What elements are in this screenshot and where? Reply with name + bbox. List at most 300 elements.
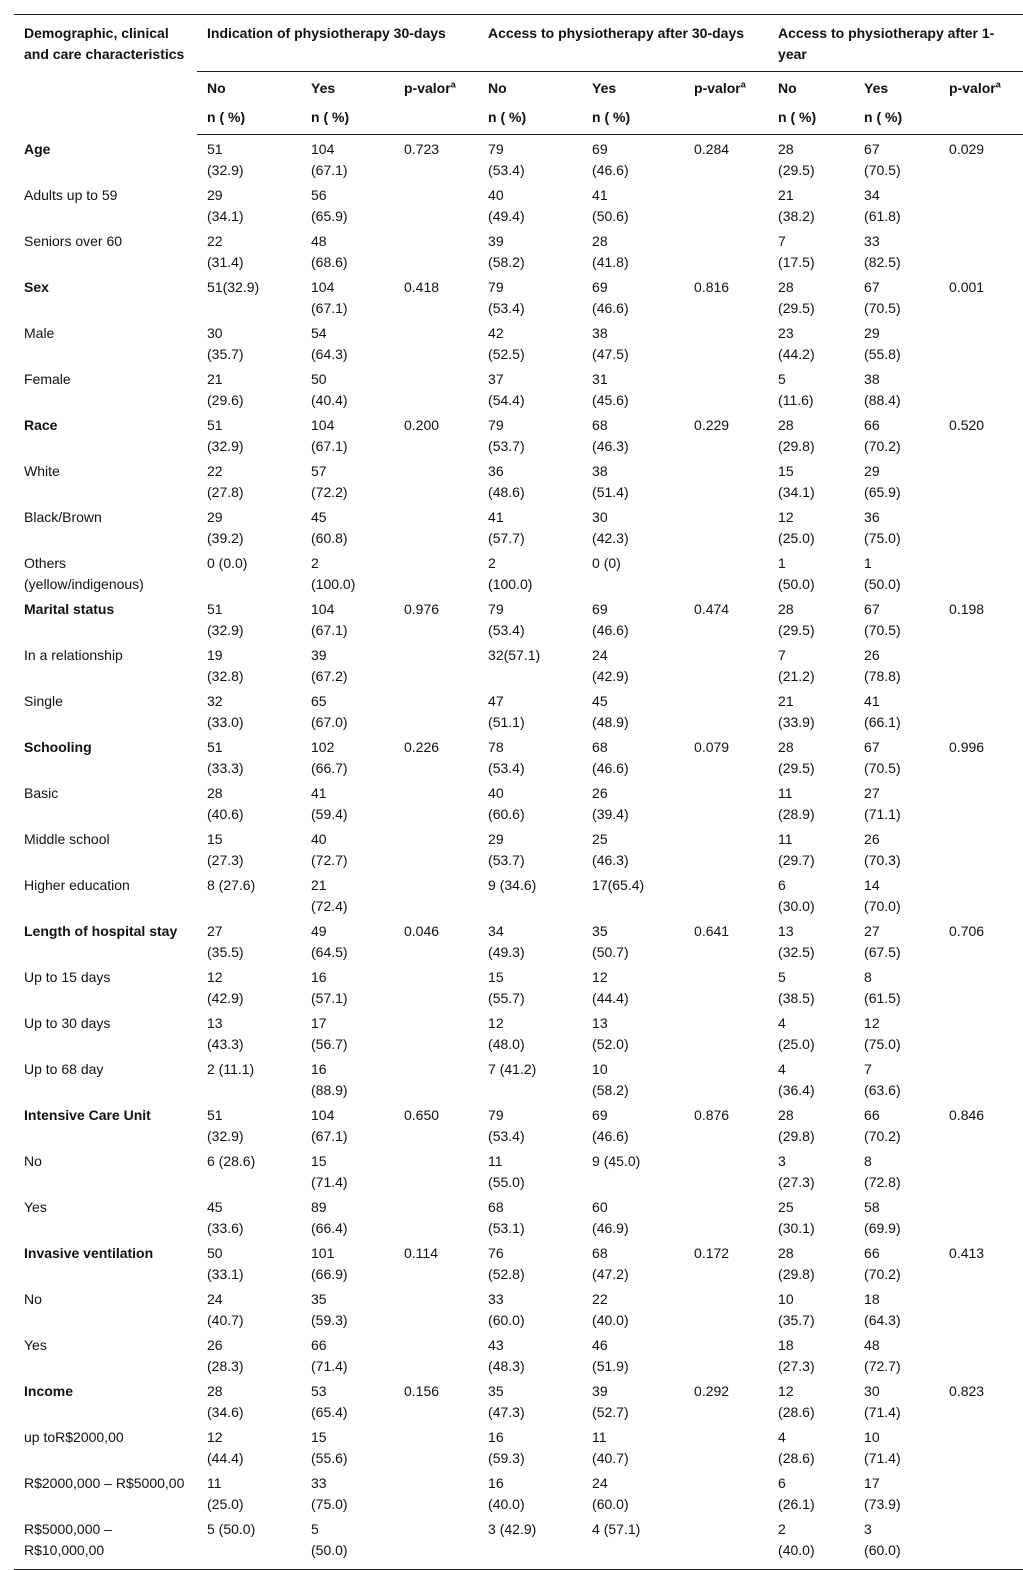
cell-ind30-yes: [301, 919, 394, 965]
cell-acc1y-yes: [854, 505, 939, 551]
cell-value: 7: [778, 647, 786, 663]
cell-acc1y-no: [768, 965, 854, 1011]
row-label: Higher education: [24, 877, 130, 893]
cell-value: (28.9): [778, 806, 815, 822]
cell-acc30-no: [478, 1241, 582, 1287]
cell-value: 36: [488, 463, 504, 479]
cell-value: 41: [311, 785, 327, 801]
cell-value: (60.0): [864, 1542, 901, 1558]
cell-acc30-yes: [582, 1471, 684, 1517]
cell-value: (40.0): [778, 1542, 815, 1558]
cell-ind30-no: [197, 1195, 301, 1241]
cell-value: 35: [592, 923, 608, 939]
cell-acc1y-yes: [854, 781, 939, 827]
cell-ind30-no: [197, 321, 301, 367]
cell-value: (55.7): [488, 990, 525, 1006]
cell-ind30-no: [197, 551, 301, 597]
cell-value: 79: [488, 279, 504, 295]
header-n-pct: n ( %): [768, 105, 854, 135]
cell-acc30-no: [478, 1333, 582, 1379]
cell-acc30-yes: [582, 643, 684, 689]
cell-acc1y-yes: [854, 1517, 939, 1570]
cell-acc1y-yes: [854, 321, 939, 367]
cell-value: 51: [207, 1107, 223, 1123]
cell-value: 67: [864, 279, 880, 295]
cell-value: (70.5): [864, 300, 901, 316]
header-no: No: [778, 80, 797, 96]
cell-value: (59.3): [311, 1312, 348, 1328]
cell-value: 16: [311, 1061, 327, 1077]
cell-acc30-no: [478, 459, 582, 505]
cell-value: 0.976: [404, 601, 440, 617]
cell-value: (46.9): [592, 1220, 629, 1236]
cell-value: 79: [488, 1107, 504, 1123]
header-pvalor-sup: a: [740, 79, 746, 90]
header-n-pct: n ( %): [582, 105, 684, 135]
cell-acc30-p: [684, 1425, 768, 1471]
cell-acc1y-p: [939, 1517, 1023, 1570]
cell-acc30-yes: [582, 413, 684, 459]
cell-value: (49.3): [488, 944, 525, 960]
cell-value: (34.6): [207, 1404, 244, 1420]
cell-value: (67.1): [311, 622, 348, 638]
cell-value: (45.6): [592, 392, 629, 408]
cell-ind30-yes: [301, 1425, 394, 1471]
cell-acc30-yes: [582, 367, 684, 413]
cell-acc1y-p: [939, 1287, 1023, 1333]
cell-ind30-yes: [301, 689, 394, 735]
cell-value: 0.474: [694, 601, 730, 617]
cell-ind30-no: [197, 965, 301, 1011]
cell-value: 45: [311, 509, 327, 525]
cell-value: (42.9): [592, 668, 629, 684]
cell-value: 50: [207, 1245, 223, 1261]
cell-value: (40.0): [488, 1496, 525, 1512]
cell-acc1y-no: [768, 1287, 854, 1333]
cell-acc1y-p: [939, 1011, 1023, 1057]
cell-acc30-yes: [582, 1425, 684, 1471]
row-label: Age: [24, 140, 51, 157]
cell-ind30-no: [197, 1149, 301, 1195]
row-label: Female: [24, 371, 71, 387]
cell-acc30-yes: [582, 1103, 684, 1149]
row-label: Up to 15 days: [24, 969, 111, 985]
cell-value: (70.5): [864, 622, 901, 638]
cell-ind30-yes: [301, 1103, 394, 1149]
cell-value: 0.292: [694, 1383, 730, 1399]
cell-value: 50: [311, 371, 327, 387]
cell-value: (49.4): [488, 208, 525, 224]
cell-value: 0.046: [404, 923, 440, 939]
cell-acc1y-yes: [854, 735, 939, 781]
header-pvalor: [939, 72, 1023, 106]
row-label: Intensive Care Unit: [24, 1107, 151, 1123]
cell-value: (55.8): [864, 346, 901, 362]
header-pvalor: [394, 72, 478, 106]
row-label: Yes: [24, 1199, 47, 1215]
cell-ind30-p: [394, 275, 478, 321]
cell-value: 0.029: [949, 141, 985, 157]
cell-acc1y-no: [768, 183, 854, 229]
cell-value: (63.6): [864, 1082, 901, 1098]
cell-value: 26: [592, 785, 608, 801]
cell-value: 12: [864, 1015, 880, 1031]
cell-acc30-p: [684, 1057, 768, 1103]
cell-acc30-no: [478, 229, 582, 275]
cell-value: (39.4): [592, 806, 629, 822]
table-row: [14, 1425, 1023, 1471]
cell-value: 22: [207, 233, 223, 249]
cell-value: 17(65.4): [592, 877, 645, 893]
cell-acc30-yes: [582, 1379, 684, 1425]
cell-value: 78: [488, 739, 504, 755]
cell-acc1y-p: [939, 1241, 1023, 1287]
cell-acc1y-p: [939, 321, 1023, 367]
cell-value: 11: [592, 1429, 607, 1445]
cell-value: 0.846: [949, 1107, 985, 1123]
cell-value: 27: [207, 923, 223, 939]
cell-value: (33.9): [778, 714, 815, 730]
cell-value: 104: [311, 1107, 335, 1123]
cell-acc30-no: [478, 135, 582, 184]
row-label: Marital status: [24, 601, 115, 617]
cell-ind30-yes: [301, 1517, 394, 1570]
cell-value: (58.2): [592, 1082, 629, 1098]
cell-value: (46.3): [592, 438, 629, 454]
cell-acc1y-p: [939, 689, 1023, 735]
cell-ind30-p: [394, 135, 478, 184]
cell-value: (29.6): [207, 392, 244, 408]
cell-acc30-p: [684, 1241, 768, 1287]
table-row: [14, 919, 1023, 965]
cell-value: 68: [592, 739, 608, 755]
row-label: Basic: [24, 785, 59, 801]
cell-value: 0.200: [404, 417, 440, 433]
cell-value: (70.3): [864, 852, 901, 868]
cell-value: 11: [207, 1475, 222, 1491]
cell-acc30-no: [478, 1287, 582, 1333]
cell-value: 21: [207, 371, 223, 387]
cell-ind30-yes: [301, 1471, 394, 1517]
cell-value: (66.9): [311, 1266, 348, 1282]
cell-value: 26: [864, 647, 880, 663]
table-row: [14, 643, 1023, 689]
cell-ind30-yes: [301, 735, 394, 781]
header-characteristics: Demographic, clinical and care characteristics: [14, 15, 197, 135]
row-label: Male: [24, 325, 55, 341]
header-no: No: [488, 80, 507, 96]
cell-value: (70.0): [864, 898, 901, 914]
cell-ind30-yes: [301, 1149, 394, 1195]
cell-acc30-p: [684, 321, 768, 367]
cell-acc1y-no: [768, 873, 854, 919]
cell-acc1y-p: [939, 965, 1023, 1011]
cell-value: (51.1): [488, 714, 525, 730]
cell-ind30-p: [394, 689, 478, 735]
row-label: R$2000,000 – R$5000,00: [24, 1475, 185, 1491]
cell-value: 38: [864, 371, 880, 387]
cell-value: 41: [592, 187, 608, 203]
cell-value: (44.4): [207, 1450, 244, 1466]
cell-acc1y-yes: [854, 1425, 939, 1471]
cell-acc1y-p: [939, 551, 1023, 597]
cell-ind30-yes: [301, 321, 394, 367]
cell-ind30-no: [197, 1241, 301, 1287]
cell-value: (32.8): [207, 668, 244, 684]
cell-acc30-no: [478, 1149, 582, 1195]
cell-value: (40.7): [207, 1312, 244, 1328]
row-label: Middle school: [24, 831, 110, 847]
cell-value: 0.001: [949, 279, 985, 295]
cell-value: 1: [864, 555, 872, 571]
cell-acc1y-no: [768, 505, 854, 551]
cell-ind30-no: [197, 1287, 301, 1333]
cell-acc30-yes: [582, 735, 684, 781]
cell-value: 89: [311, 1199, 327, 1215]
cell-acc1y-yes: [854, 1333, 939, 1379]
cell-value: (46.6): [592, 1128, 629, 1144]
cell-acc30-yes: [582, 1517, 684, 1570]
cell-value: (32.5): [778, 944, 815, 960]
cell-value: 65: [311, 693, 327, 709]
cell-value: (42.3): [592, 530, 629, 546]
cell-ind30-no: [197, 735, 301, 781]
cell-value: (39.2): [207, 530, 244, 546]
cell-acc30-no: [478, 597, 582, 643]
row-label: White: [24, 463, 60, 479]
cell-value: 25: [592, 831, 608, 847]
cell-ind30-no: [197, 1517, 301, 1570]
cell-acc30-p: [684, 1011, 768, 1057]
cell-value: (50.7): [592, 944, 629, 960]
header-empty: [684, 105, 768, 135]
cell-acc1y-no: [768, 413, 854, 459]
cell-ind30-p: [394, 965, 478, 1011]
cell-value: (67.0): [311, 714, 348, 730]
cell-value: (52.8): [488, 1266, 525, 1282]
cell-acc30-yes: [582, 919, 684, 965]
header-n-pct: n ( %): [478, 105, 582, 135]
table-row: [14, 689, 1023, 735]
cell-value: 15: [778, 463, 794, 479]
cell-acc30-no: [478, 643, 582, 689]
cell-value: 3 (42.9): [488, 1521, 537, 1537]
cell-acc1y-yes: [854, 551, 939, 597]
table-row: [14, 1379, 1023, 1425]
cell-value: 79: [488, 417, 504, 433]
cell-value: (67.1): [311, 1128, 348, 1144]
header-pvalor-sup: a: [450, 79, 456, 90]
cell-acc1y-no: [768, 1517, 854, 1570]
header-n-pct: n ( %): [197, 105, 301, 135]
cell-acc1y-no: [768, 275, 854, 321]
table-row: [14, 135, 1023, 184]
cell-value: 0 (0): [592, 555, 621, 571]
cell-value: (35.7): [207, 346, 244, 362]
cell-value: 104: [311, 141, 335, 157]
cell-acc1y-yes: [854, 1471, 939, 1517]
cell-acc1y-no: [768, 689, 854, 735]
table-row: [14, 1057, 1023, 1103]
row-label: Sex: [24, 279, 49, 295]
table-row: [14, 321, 1023, 367]
cell-value: 67: [864, 141, 880, 157]
cell-ind30-p: [394, 781, 478, 827]
table-row: [14, 781, 1023, 827]
cell-value: 51: [207, 141, 223, 157]
header-yes: Yes: [864, 80, 889, 96]
cell-value: (55.0): [488, 1174, 525, 1190]
cell-value: 68: [488, 1199, 504, 1215]
cell-ind30-p: [394, 459, 478, 505]
cell-acc1y-no: [768, 1425, 854, 1471]
cell-value: 39: [592, 1383, 608, 1399]
cell-value: 69: [592, 1107, 608, 1123]
cell-acc1y-yes: [854, 965, 939, 1011]
cell-value: 0.226: [404, 739, 440, 755]
cell-value: 43: [488, 1337, 504, 1353]
cell-value: 32: [207, 693, 223, 709]
row-label: Length of hospital stay: [24, 923, 178, 939]
cell-acc1y-p: [939, 1425, 1023, 1471]
cell-ind30-no: [197, 781, 301, 827]
cell-value: 33: [311, 1475, 327, 1491]
table-row: [14, 597, 1023, 643]
cell-value: 15: [488, 969, 504, 985]
cell-acc1y-p: [939, 735, 1023, 781]
cell-acc30-p: [684, 643, 768, 689]
cell-value: (70.2): [864, 1128, 901, 1144]
cell-acc1y-p: [939, 919, 1023, 965]
cell-value: 21: [311, 877, 327, 893]
cell-value: (30.1): [778, 1220, 815, 1236]
cell-value: (33.3): [207, 760, 244, 776]
cell-acc1y-no: [768, 827, 854, 873]
cell-acc30-no: [478, 183, 582, 229]
cell-acc30-no: [478, 505, 582, 551]
cell-ind30-no: [197, 459, 301, 505]
cell-value: 4: [778, 1061, 786, 1077]
cell-acc1y-p: [939, 183, 1023, 229]
cell-value: 0.418: [404, 279, 440, 295]
cell-acc1y-yes: [854, 643, 939, 689]
cell-acc1y-p: [939, 1103, 1023, 1149]
cell-acc30-no: [478, 1057, 582, 1103]
cell-value: 0.996: [949, 739, 985, 755]
cell-acc30-no: [478, 1195, 582, 1241]
cell-value: 26: [207, 1337, 223, 1353]
cell-value: (27.3): [207, 852, 244, 868]
cell-value: 49: [311, 923, 327, 939]
cell-ind30-yes: [301, 597, 394, 643]
cell-value: 41: [488, 509, 504, 525]
data-table: [14, 14, 1023, 1570]
cell-acc30-yes: [582, 505, 684, 551]
row-label: R$5000,000 – R$10,000,00: [14, 1517, 197, 1570]
cell-value: (82.5): [864, 254, 901, 270]
cell-value: (71.4): [311, 1358, 348, 1374]
cell-value: 66: [864, 1245, 880, 1261]
cell-value: (60.8): [311, 530, 348, 546]
cell-acc1y-yes: [854, 1103, 939, 1149]
cell-value: (53.7): [488, 438, 525, 454]
cell-acc1y-yes: [854, 827, 939, 873]
cell-ind30-no: [197, 183, 301, 229]
cell-ind30-yes: [301, 183, 394, 229]
cell-value: 68: [592, 417, 608, 433]
cell-ind30-no: [197, 1057, 301, 1103]
cell-value: (52.7): [592, 1404, 629, 1420]
table-row: [14, 413, 1023, 459]
cell-ind30-p: [394, 1517, 478, 1570]
cell-value: (72.4): [311, 898, 348, 914]
cell-value: (59.3): [488, 1450, 525, 1466]
cell-value: (29.5): [778, 760, 815, 776]
cell-acc30-no: [478, 1517, 582, 1570]
cell-value: 79: [488, 141, 504, 157]
cell-acc1y-yes: [854, 919, 939, 965]
cell-value: (61.5): [864, 990, 901, 1006]
cell-ind30-yes: [301, 1333, 394, 1379]
cell-ind30-p: [394, 1011, 478, 1057]
cell-acc1y-p: [939, 505, 1023, 551]
cell-acc30-p: [684, 275, 768, 321]
cell-value: 0.723: [404, 141, 440, 157]
cell-value: 17: [864, 1475, 880, 1491]
cell-acc1y-yes: [854, 597, 939, 643]
cell-value: 67: [864, 739, 880, 755]
cell-value: (25.0): [778, 1036, 815, 1052]
cell-ind30-yes: [301, 413, 394, 459]
cell-acc30-no: [478, 1425, 582, 1471]
cell-value: 35: [311, 1291, 327, 1307]
cell-value: 57: [311, 463, 327, 479]
cell-acc1y-no: [768, 919, 854, 965]
cell-value: (41.8): [592, 254, 629, 270]
table-row: [14, 1011, 1023, 1057]
row-label: Black/Brown: [24, 509, 102, 525]
cell-value: 16: [311, 969, 327, 985]
cell-ind30-p: [394, 183, 478, 229]
cell-acc1y-no: [768, 1241, 854, 1287]
header-pvalor-sup: a: [995, 79, 1001, 90]
cell-value: (34.1): [778, 484, 815, 500]
cell-ind30-yes: [301, 459, 394, 505]
cell-acc30-yes: [582, 1149, 684, 1195]
cell-acc30-yes: [582, 1057, 684, 1103]
cell-acc30-no: [478, 275, 582, 321]
cell-ind30-p: [394, 367, 478, 413]
cell-value: 22: [207, 463, 223, 479]
cell-ind30-yes: [301, 275, 394, 321]
row-label: Income: [24, 1383, 74, 1399]
header-group-access-30d: Access to physiotherapy after 30-days: [478, 15, 768, 72]
cell-value: (47.2): [592, 1266, 629, 1282]
row-label: Seniors over 60: [24, 233, 123, 249]
cell-value: 46: [592, 1337, 608, 1353]
cell-value: 1: [778, 555, 786, 571]
cell-value: (64.5): [311, 944, 348, 960]
cell-value: 66: [864, 417, 880, 433]
cell-value: (29.5): [778, 300, 815, 316]
row-label: In a relationship: [24, 647, 123, 663]
cell-value: 29: [864, 325, 880, 341]
cell-value: (51.9): [592, 1358, 629, 1374]
cell-ind30-no: [197, 873, 301, 919]
row-label: Single: [24, 693, 63, 709]
cell-acc1y-p: [939, 459, 1023, 505]
cell-value: (72.8): [864, 1174, 901, 1190]
